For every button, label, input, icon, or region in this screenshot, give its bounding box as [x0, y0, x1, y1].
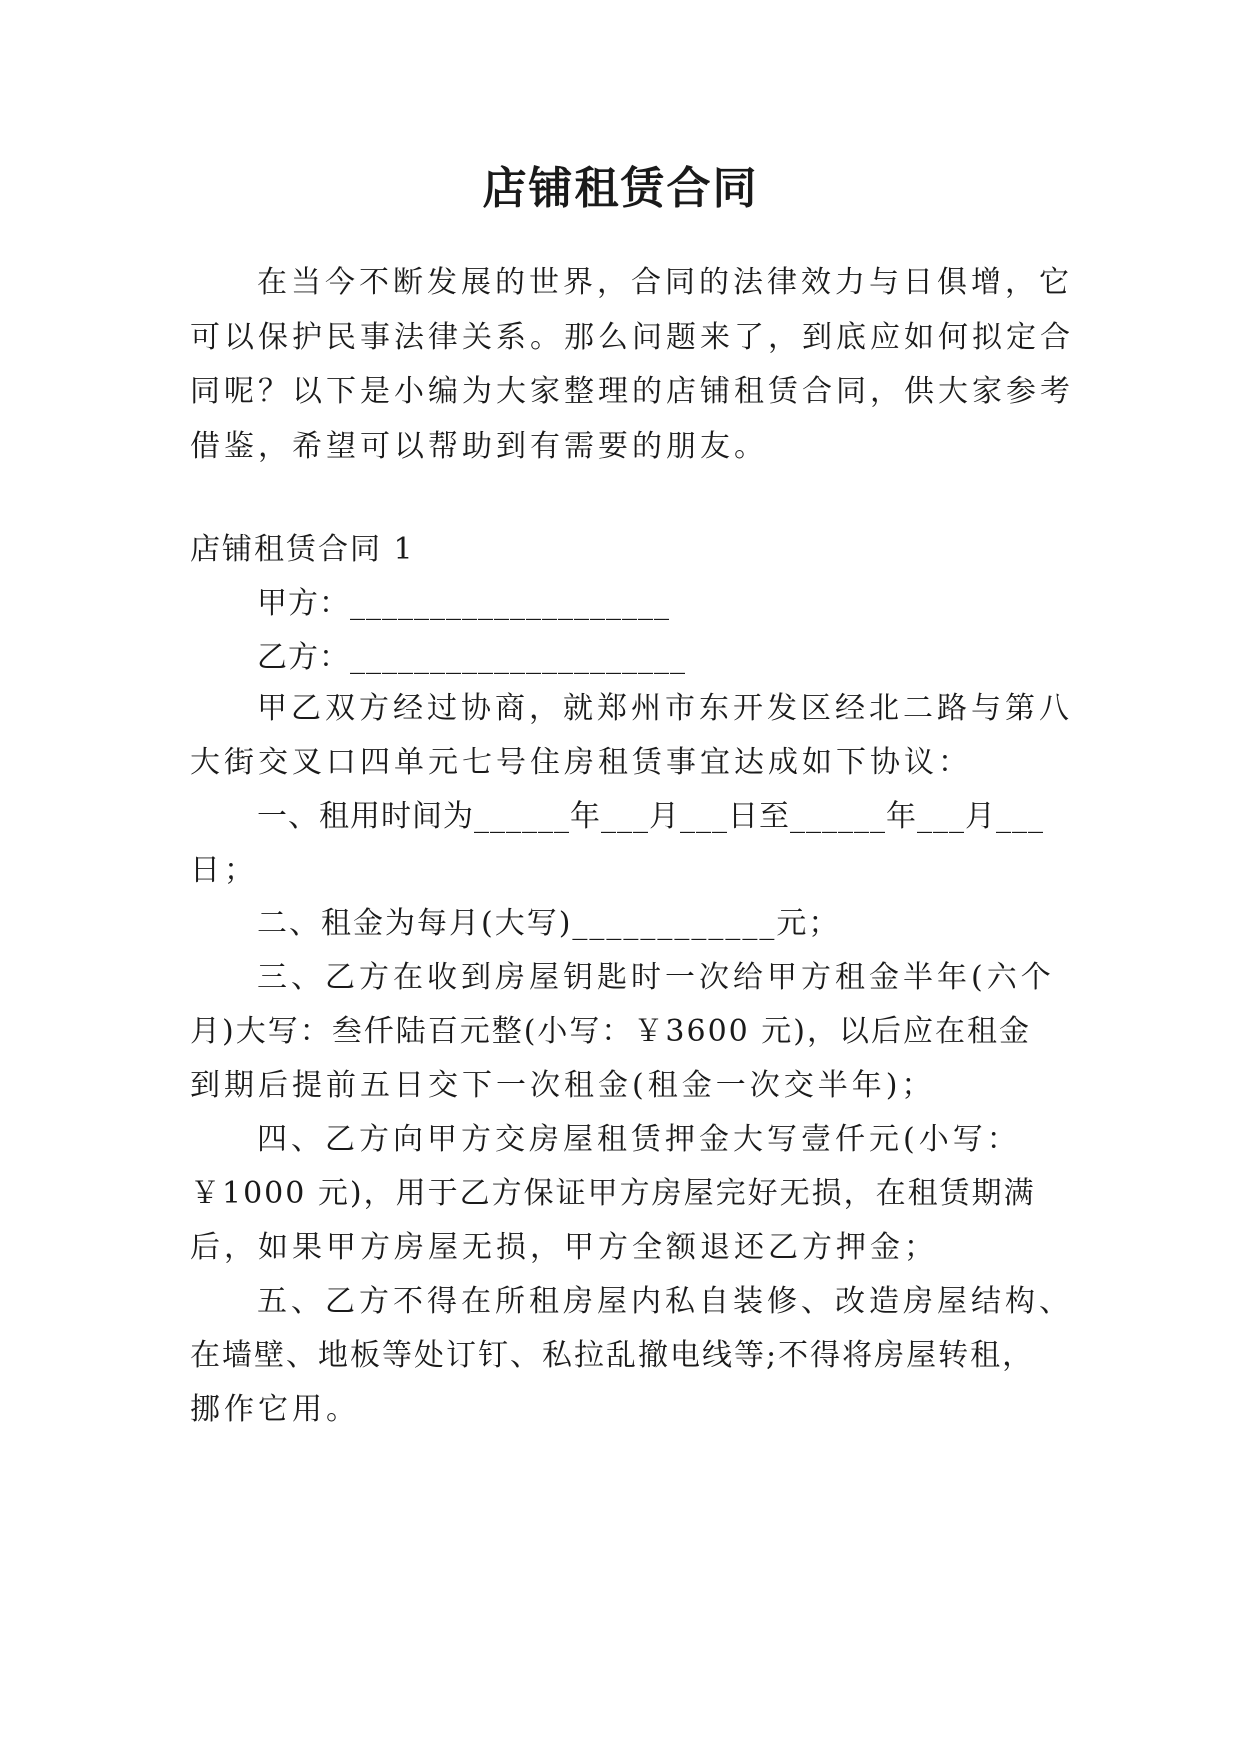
intro-line: 同呢？以下是小编为大家整理的店铺租赁合同，供大家参考 [190, 374, 1074, 409]
body-line: 一、租用时间为______年___月___日至______年___月___ [257, 799, 1044, 834]
body-line: 二、租金为每月(大写)____________元； [257, 906, 841, 941]
body-line: ￥1000 元)，用于乙方保证甲方房屋完好无损，在租赁期满 [190, 1176, 1036, 1211]
body-line: 大街交叉口四单元七号住房租赁事宜达成如下协议： [190, 745, 972, 780]
body-line: 三、乙方在收到房屋钥匙时一次给甲方租金半年(六个 [257, 960, 1055, 995]
body-line: 日； [190, 853, 258, 888]
document-title: 店铺租赁合同 [482, 163, 759, 214]
intro-line: 借鉴，希望可以帮助到有需要的朋友。 [190, 429, 768, 464]
body-line: 五、乙方不得在所租房屋内私自装修、改造房屋结构、 [257, 1284, 1073, 1319]
body-line: 到期后提前五日交下一次租金(租金一次交半年)； [190, 1068, 936, 1103]
intro-line: 可以保护民事法律关系。那么问题来了，到底应如何拟定合 [190, 320, 1074, 355]
body-line: 后，如果甲方房屋无损，甲方全额退还乙方押金； [190, 1230, 938, 1265]
body-line: 在墙壁、地板等处订钉、私拉乱撤电线等;不得将房屋转租， [190, 1338, 1035, 1373]
party-b-line: 乙方：_____________________ [257, 640, 686, 675]
body-line: 月)大写：叁仟陆百元整(小写：￥3600 元)，以后应在租金 [190, 1014, 1031, 1049]
section-heading: 店铺租赁合同 1 [190, 532, 415, 567]
party-a-line: 甲方：____________________ [257, 586, 670, 621]
body-line: 四、乙方向甲方交房屋租赁押金大写壹仟元(小写： [257, 1122, 1021, 1157]
body-line: 挪作它用。 [190, 1392, 360, 1427]
intro-line: 在当今不断发展的世界，合同的法律效力与日俱增，它 [257, 265, 1073, 300]
body-line: 甲乙双方经过协商，就郑州市东开发区经北二路与第八 [257, 691, 1073, 726]
